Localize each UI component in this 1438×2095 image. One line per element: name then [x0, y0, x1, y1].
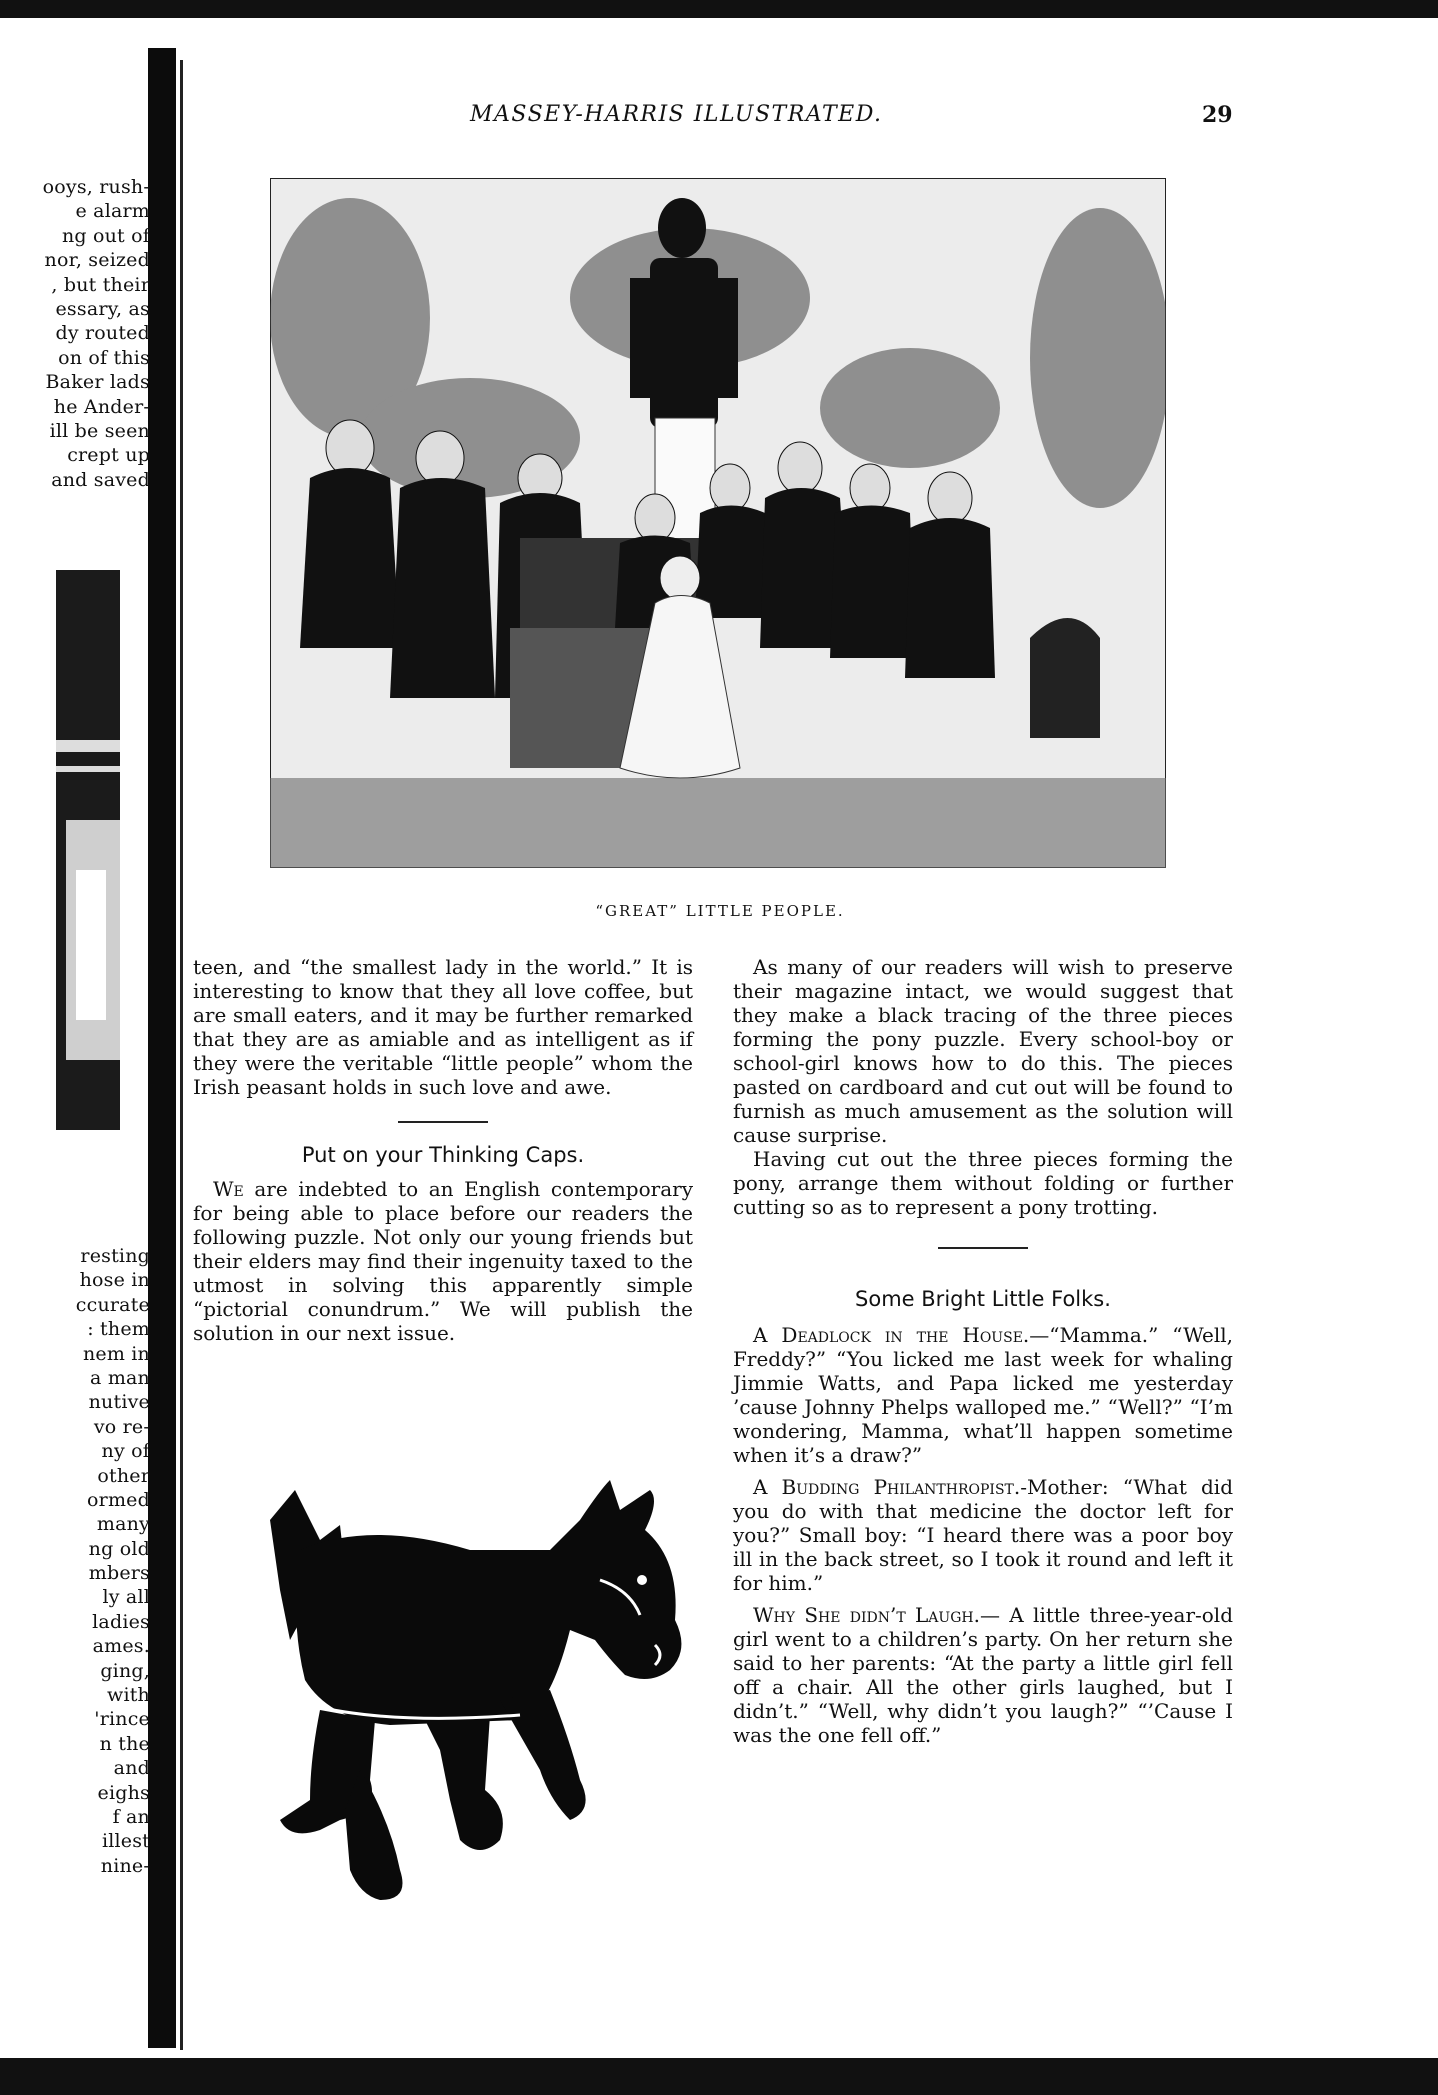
previous-page-line: resting [80, 1245, 150, 1267]
previous-page-line: mbers [88, 1562, 150, 1585]
previous-page-line: other [97, 1464, 150, 1487]
previous-page-line: ladies [92, 1610, 150, 1633]
previous-page-line: ooys, rush- [42, 176, 150, 198]
previous-page-line: many [96, 1513, 150, 1536]
previous-page-line: with [106, 1684, 150, 1707]
anecdote-laugh [733, 1603, 1233, 1747]
previous-page-line: f an [112, 1805, 150, 1828]
anecdote-title: Why She didn’t Laugh. [753, 1603, 980, 1627]
previous-page-line: he Ander- [53, 395, 150, 418]
previous-page-line: crept up [67, 444, 150, 467]
previous-page-line: ng out of [61, 224, 150, 247]
heading-bright-little-folks: Some Bright Little Folks. [855, 1287, 1111, 1311]
previous-page-line: ormed [87, 1488, 150, 1511]
paragraph-pony-puzzle: As many of our readers will wish to preserve their magazine intact, we would suggest that they make a black tracing of the three pieces forming the pony puzzle. Every school-boy or school-girl knows how to do this. The pieces pasted on cardboard and cut out will be found to furnish as much amusement as the solution will cause surprise. [733, 955, 1233, 1147]
previous-page-line: ng old [88, 1537, 150, 1560]
previous-page-line: n the [99, 1732, 150, 1755]
previous-page-text-top [40, 175, 150, 492]
previous-page-line: a man [90, 1366, 150, 1389]
previous-page-line: e alarm [75, 200, 150, 223]
previous-page-line: ging, [100, 1659, 150, 1682]
previous-page-line: ames. [92, 1635, 150, 1658]
previous-page-line: essary, as [55, 297, 150, 320]
previous-page-line: and saved [51, 468, 150, 491]
anecdote-text: —“Mamma.” “Well, Freddy?” “You licked me last week for whaling Jimmie Watts, and Papa licked me yesterday ’cause Johnny Phelps walloped me.” “Well?” “I’m wondering, Mamma, what’ll happen sometime when it’s a draw?” [733, 1323, 1234, 1467]
previous-page-text-bottom [40, 1244, 150, 1878]
running-head: MASSEY-HARRIS ILLUSTRATED. [470, 102, 883, 127]
group-photo-illustration [270, 178, 1166, 868]
scan-top-border [0, 0, 1438, 18]
scan-bottom-border [0, 2058, 1438, 2095]
previous-page-line: : them [87, 1318, 150, 1341]
previous-page-line: dy routed [55, 322, 150, 345]
previous-page-line: illest [101, 1830, 150, 1853]
gutter-rule [180, 60, 183, 2050]
previous-page-line: ny of [101, 1440, 150, 1463]
anecdote-title: A Deadlock in the House. [753, 1323, 1030, 1347]
previous-page-line: vo re- [93, 1415, 150, 1438]
previous-page-line: nor, seized [44, 249, 150, 272]
previous-page-line: ly all [102, 1586, 150, 1609]
previous-page-line: , but their [51, 273, 150, 296]
previous-page-line: ill be seen [49, 419, 150, 442]
anecdote-text: -Mother: “What did you do with that medicine the doctor left for you?” Small boy: “I heard there was a poor boy ill in the back street, so I took it round and left it for him.” [733, 1475, 1233, 1595]
left-column [193, 955, 693, 1345]
previous-page-line: hose in [79, 1269, 150, 1292]
anecdote-philanthropist [733, 1475, 1233, 1595]
right-column [733, 955, 1233, 1747]
previous-page-line: nem in [82, 1342, 150, 1365]
paragraph-puzzle-intro [193, 1177, 693, 1345]
pony-puzzle-silhouette [250, 1480, 690, 1910]
paragraph-pony-instructions: Having cut out the three pieces forming the pony, arrange them without folding or further cutting so as to represent a pony trotting. [733, 1147, 1233, 1219]
previous-page-line: and [113, 1757, 150, 1780]
heading-thinking-caps: Put on your Thinking Caps. [301, 1143, 585, 1167]
previous-page-line: eighs [97, 1781, 150, 1804]
previous-page-line: nutive [88, 1391, 150, 1414]
previous-page-line: on of this [58, 346, 150, 369]
page-number: 29 [1202, 102, 1233, 128]
photo-caption: “GREAT” LITTLE PEOPLE. [595, 902, 845, 920]
paragraph-little-people: teen, and “the smallest lady in the world.” It is interesting to know that they all love coffee, but are small eaters, and it may be further remarked that they are as amiable and as intelligent as if they were the veritable “little people” whom the Irish peasant holds in such love and awe. [193, 955, 693, 1099]
drop-word: We [213, 1177, 244, 1201]
previous-page-line: nine- [100, 1854, 150, 1877]
anecdote-title: A Budding Philanthropist. [753, 1475, 1021, 1499]
book-spine-gutter [148, 48, 176, 2048]
anecdote-text: — A little three-year-old girl went to a children’s party. On her return she said to her parents: “At the party a little girl fell off a chair. All the other girls laughed, but I didn’t.” “Well, why didn’t you laugh?” “’Cause I was the one fell off.” [733, 1603, 1234, 1747]
previous-page-line: ccurate [75, 1293, 150, 1316]
anecdote-deadlock [733, 1323, 1233, 1467]
previous-page-image-fragment [56, 570, 120, 1130]
previous-page-line: Baker lads [45, 371, 150, 394]
puzzle-intro-text: are indebted to an English contemporary for being able to place before our readers the following puzzle. Not only our young friends but their elders may find their ingenuity taxed to the utmost in solving this apparently simple “pictorial conundrum.” We will publish the solution in our next issue. [193, 1177, 693, 1345]
previous-page-line: 'rince [94, 1708, 150, 1731]
